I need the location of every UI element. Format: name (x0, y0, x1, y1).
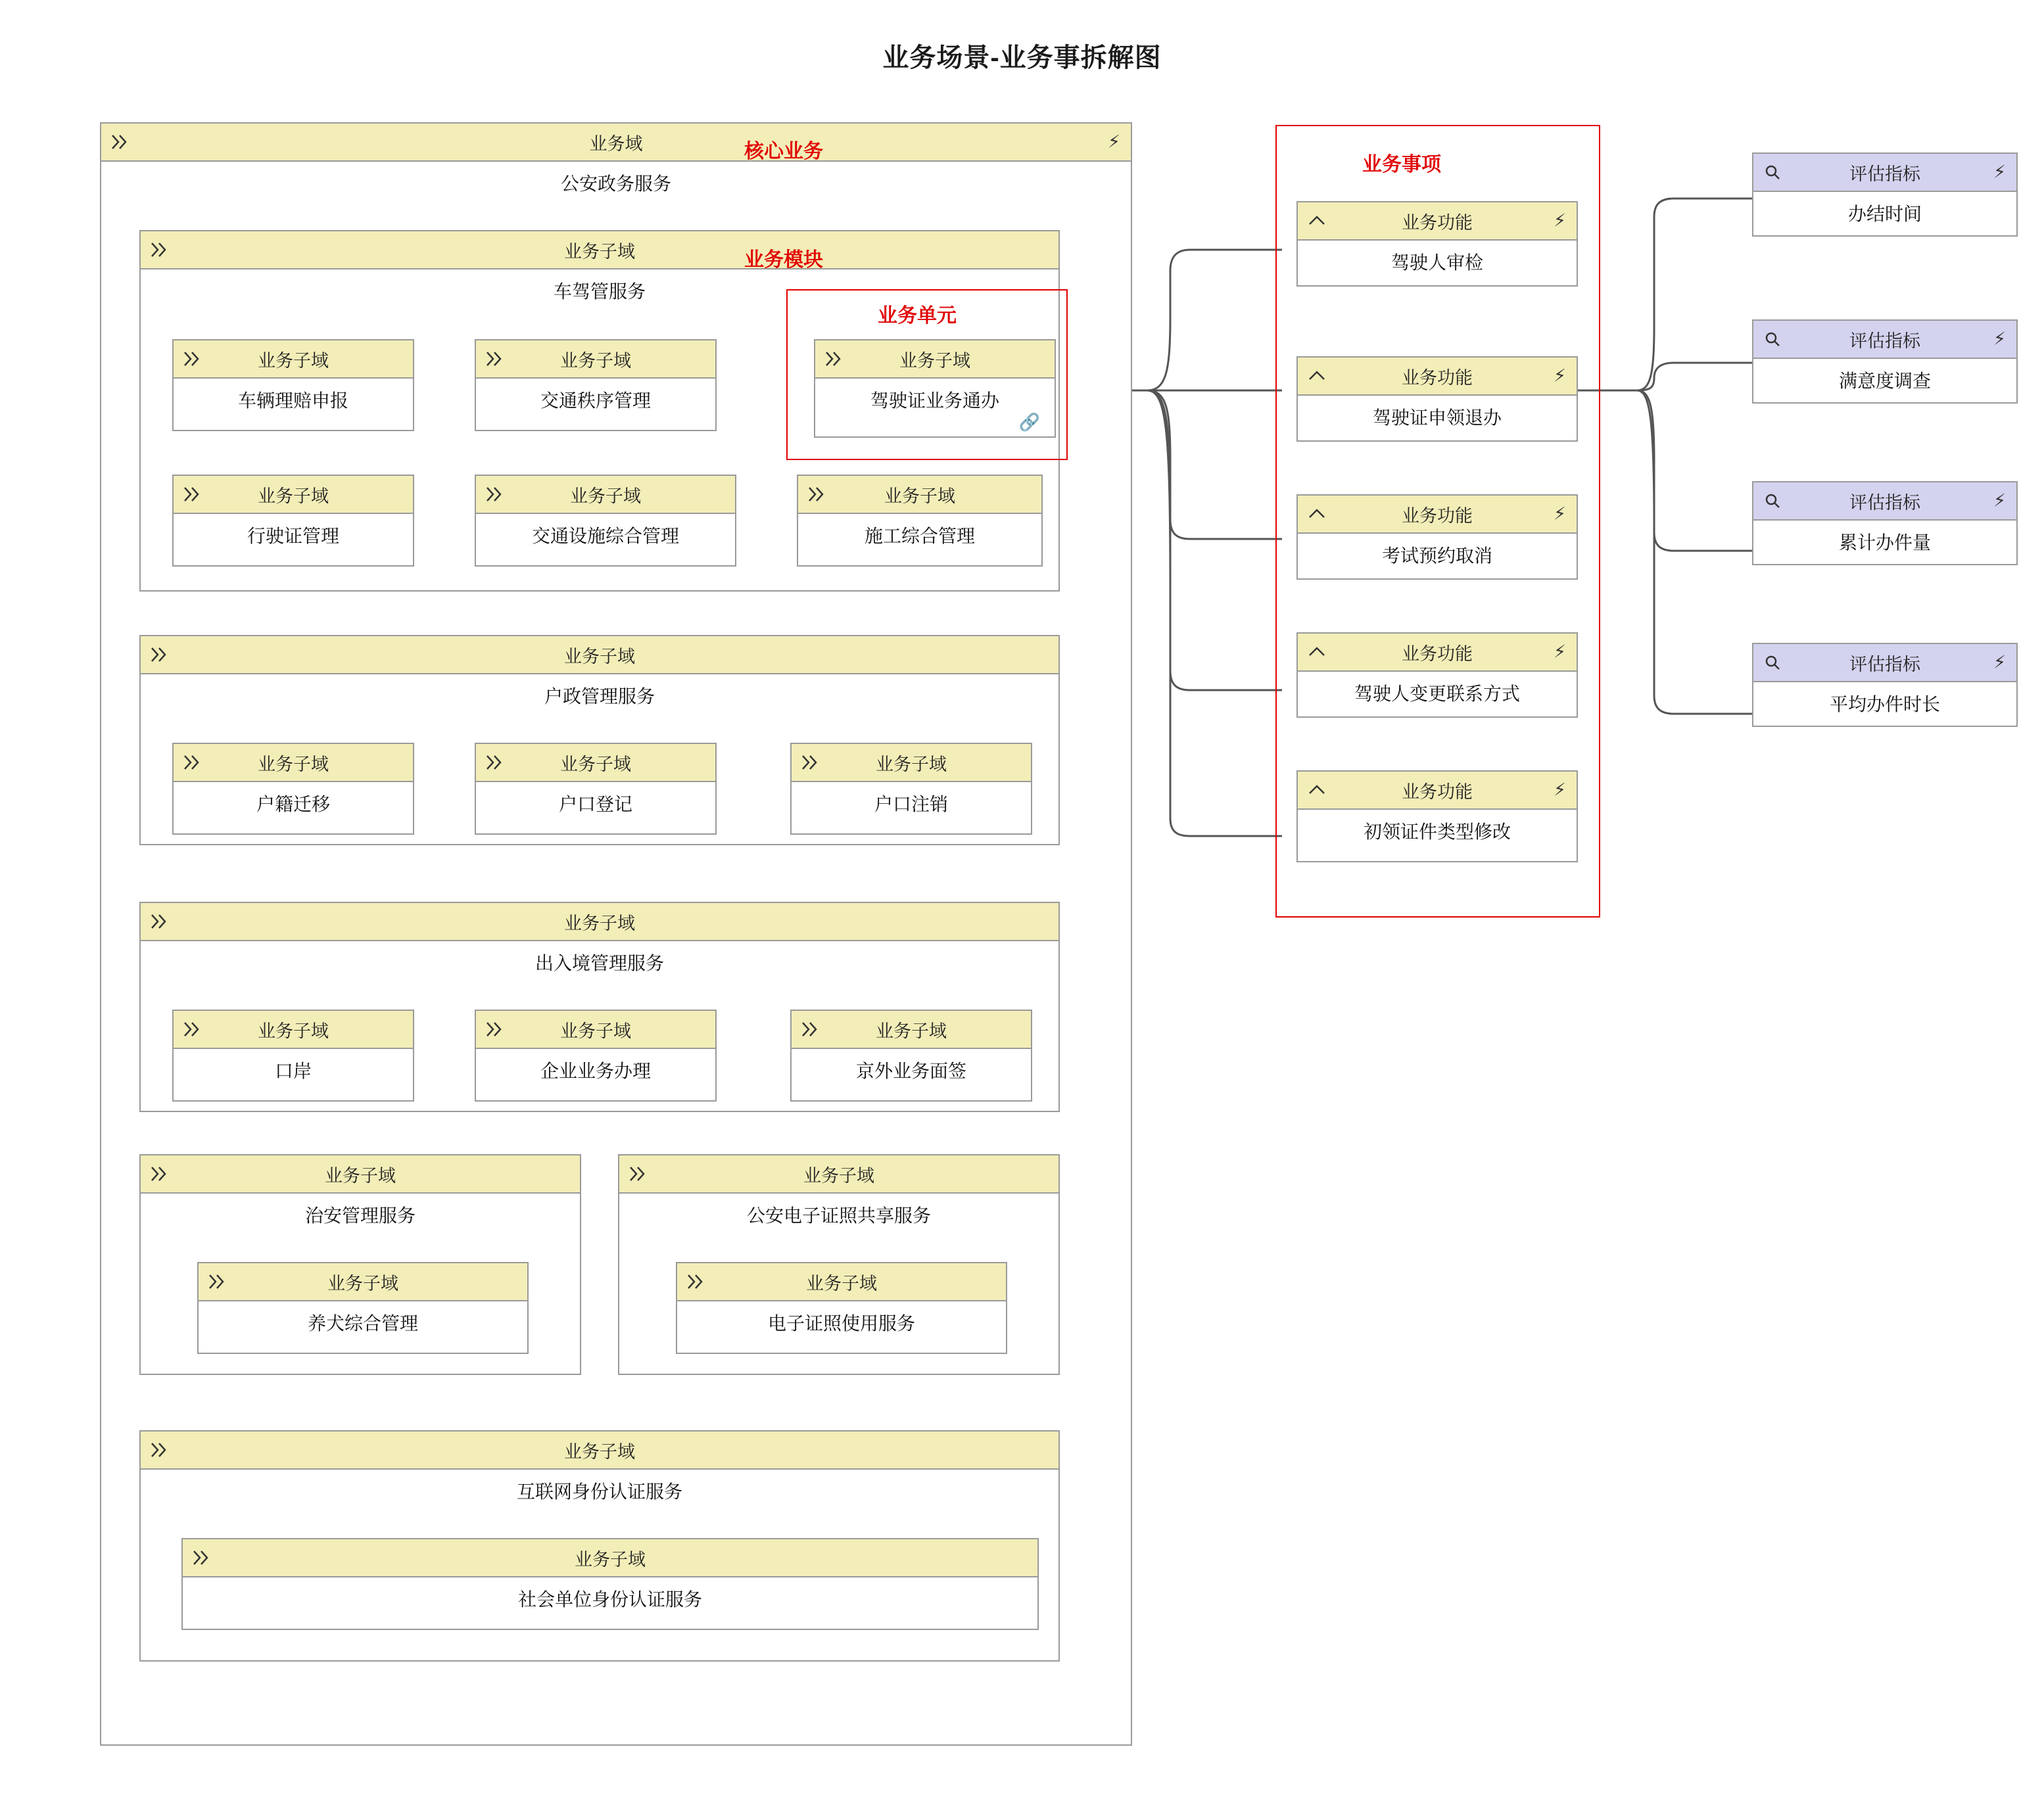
subdomain-card-5-0[interactable] (181, 1538, 1039, 1630)
function-type-0: 业务功能 (1402, 212, 1473, 233)
subdomain-name-0-5: 施工综合管理 (864, 526, 975, 546)
module-header-1 (141, 636, 1058, 674)
function-type-4: 业务功能 (1402, 781, 1473, 802)
bolt-icon: ⚡ (1993, 329, 2006, 349)
module-name-3: 治安管理服务 (304, 1205, 416, 1226)
subdomain-card-1-0[interactable] (172, 743, 414, 835)
chevron-icon (192, 1549, 212, 1566)
chevron-icon (150, 646, 170, 663)
chevron-icon (801, 1021, 820, 1038)
chevron-up-icon (1307, 367, 1327, 385)
search-icon (1763, 654, 1782, 671)
indicator-card-1[interactable] (1752, 319, 2018, 404)
function-name-3: 驾驶人变更联系方式 (1354, 684, 1520, 704)
module-type-1: 业务子域 (564, 646, 635, 666)
function-card-1[interactable] (1296, 356, 1578, 442)
chevron-icon (110, 133, 130, 151)
chevron-icon (485, 350, 505, 367)
chevron-up-icon (1307, 505, 1327, 523)
subdomain-type-4-0: 业务子域 (806, 1273, 877, 1294)
indicator-name-2: 累计办件量 (1838, 532, 1931, 553)
chevron-icon (629, 1165, 648, 1182)
function-name-0: 驾驶人审检 (1390, 252, 1483, 273)
chevron-icon (208, 1273, 227, 1290)
indicator-type-1: 评估指标 (1849, 331, 1920, 351)
subdomain-type-0-0: 业务子域 (258, 350, 329, 371)
search-icon (1763, 492, 1782, 509)
tag-business-unit: 业务单元 (878, 305, 957, 327)
subdomain-name-0-0: 车辆理赔申报 (237, 390, 348, 411)
subdomain-type-2-0: 业务子域 (258, 1021, 329, 1041)
bolt-icon: ⚡ (1993, 652, 2006, 672)
indicator-type-2: 评估指标 (1849, 492, 1920, 513)
module-type-4: 业务子域 (803, 1165, 874, 1186)
subdomain-card-0-2[interactable] (814, 339, 1056, 438)
subdomain-type-0-3: 业务子域 (258, 486, 329, 506)
chevron-icon (485, 1021, 505, 1038)
subdomain-card-0-4[interactable] (475, 475, 736, 567)
indicator-card-2[interactable] (1752, 481, 2018, 565)
bolt-icon: ⚡ (1554, 210, 1566, 231)
chevron-icon (150, 241, 170, 258)
function-header-0 (1298, 202, 1577, 241)
chevron-icon (807, 486, 827, 503)
subdomain-card-2-0[interactable] (172, 1010, 414, 1102)
subdomain-header-0-3 (174, 476, 413, 514)
chevron-icon (824, 350, 844, 367)
search-icon (1763, 164, 1782, 181)
chevron-up-icon (1307, 643, 1327, 661)
module-header-2 (141, 903, 1058, 941)
chevron-icon (150, 1165, 170, 1182)
subdomain-header-3-0 (199, 1263, 527, 1301)
chevron-icon (485, 486, 505, 503)
subdomain-card-2-1[interactable] (475, 1010, 717, 1102)
function-name-2: 考试预约取消 (1381, 546, 1492, 566)
indicator-type-0: 评估指标 (1849, 164, 1920, 184)
indicator-card-3[interactable] (1752, 643, 2018, 727)
indicator-name-0: 办结时间 (1847, 204, 1922, 224)
subdomain-name-4-0: 电子证照使用服务 (767, 1313, 915, 1334)
subdomain-name-2-1: 企业业务办理 (540, 1061, 651, 1081)
subdomain-header-1-0 (174, 744, 413, 782)
subdomain-type-5-0: 业务子域 (575, 1549, 646, 1570)
chevron-up-icon (1307, 212, 1327, 229)
search-icon (1763, 331, 1782, 348)
subdomain-type-1-1: 业务子域 (560, 754, 631, 774)
chevron-icon (150, 913, 170, 930)
indicator-header-3 (1753, 644, 2016, 682)
indicator-header-0 (1753, 154, 2016, 192)
bolt-icon: ⚡ (1554, 365, 1566, 386)
subdomain-card-1-1[interactable] (475, 743, 717, 835)
bolt-icon: ⚡ (1554, 503, 1566, 524)
module-header-5 (141, 1432, 1058, 1470)
bolt-icon: ⚡ (1108, 131, 1120, 152)
subdomain-type-2-1: 业务子域 (560, 1021, 631, 1041)
chevron-icon (183, 754, 202, 771)
function-name-4: 初领证件类型修改 (1363, 822, 1511, 842)
indicator-name-1: 满意度调查 (1838, 371, 1931, 391)
function-type-1: 业务功能 (1402, 367, 1473, 388)
subdomain-type-0-5: 业务子域 (884, 486, 955, 506)
chevron-icon (183, 350, 202, 367)
subdomain-header-0-1 (476, 340, 715, 379)
module-header-0 (141, 231, 1058, 269)
subdomain-card-0-0[interactable] (172, 339, 414, 431)
subdomain-name-0-4: 交通设施综合管理 (531, 526, 679, 546)
subdomain-type-0-4: 业务子域 (570, 486, 641, 506)
module-header-4 (619, 1155, 1058, 1194)
subdomain-name-1-2: 户口注销 (874, 794, 948, 814)
subdomain-header-1-1 (476, 744, 715, 782)
function-card-0[interactable] (1296, 201, 1578, 287)
subdomain-type-2-2: 业务子域 (876, 1021, 947, 1041)
subdomain-type-1-0: 业务子域 (258, 754, 329, 774)
subdomain-header-2-1 (476, 1011, 715, 1049)
function-card-4[interactable] (1296, 770, 1578, 862)
function-header-1 (1298, 358, 1577, 396)
function-name-1: 驾驶证申领退办 (1372, 408, 1502, 428)
subdomain-card-0-1[interactable] (475, 339, 717, 431)
bolt-icon: ⚡ (1554, 641, 1566, 662)
function-header-4 (1298, 772, 1577, 810)
subdomain-type-0-2: 业务子域 (899, 350, 970, 371)
module-name-1: 户政管理服务 (544, 686, 655, 707)
link-icon: 🔗 (1018, 412, 1040, 432)
subdomain-name-0-1: 交通秩序管理 (540, 390, 651, 411)
subdomain-card-0-5[interactable] (797, 475, 1043, 567)
subdomain-header-0-4 (476, 476, 735, 514)
subdomain-card-3-0[interactable] (197, 1262, 529, 1354)
subdomain-header-0-0 (174, 340, 413, 379)
module-name-0: 车驾管服务 (553, 281, 646, 302)
module-name-4: 公安电子证照共享服务 (746, 1205, 931, 1226)
subdomain-type-1-2: 业务子域 (876, 754, 947, 774)
subdomain-name-5-0: 社会单位身份认证服务 (517, 1589, 702, 1610)
subdomain-card-1-2[interactable] (790, 743, 1032, 835)
subdomain-name-1-1: 户口登记 (558, 794, 632, 814)
indicator-header-1 (1753, 321, 2016, 359)
chevron-up-icon (1307, 781, 1327, 799)
bolt-icon: ⚡ (1554, 780, 1566, 800)
bolt-icon: ⚡ (1993, 162, 2006, 182)
tag-core-business: 核心业务 (744, 141, 823, 162)
subdomain-type-0-1: 业务子域 (560, 350, 631, 371)
function-header-2 (1298, 496, 1577, 534)
module-name-2: 出入境管理服务 (535, 953, 664, 973)
subdomain-header-0-5 (798, 476, 1041, 514)
subdomain-header-5-0 (183, 1539, 1037, 1577)
chevron-icon (485, 754, 505, 771)
tag-business-module: 业务模块 (744, 249, 823, 271)
module-header-3 (141, 1155, 580, 1194)
function-card-2[interactable] (1296, 494, 1578, 580)
chevron-icon (183, 486, 202, 503)
subdomain-header-0-2 (815, 340, 1055, 379)
subdomain-name-2-0: 口岸 (274, 1061, 312, 1081)
subdomain-name-2-2: 京外业务面签 (855, 1061, 966, 1081)
subdomain-header-2-0 (174, 1011, 413, 1049)
indicator-header-2 (1753, 482, 2016, 521)
module-type-5: 业务子域 (564, 1441, 635, 1462)
module-type-0: 业务子域 (564, 241, 635, 262)
chevron-icon (801, 754, 820, 771)
function-type-3: 业务功能 (1402, 643, 1473, 664)
chevron-icon (150, 1441, 170, 1458)
indicator-type-3: 评估指标 (1849, 654, 1920, 674)
subdomain-header-1-2 (792, 744, 1031, 782)
indicator-card-0[interactable] (1752, 152, 2018, 237)
tag-business-item: 业务事项 (1362, 154, 1441, 175)
subdomain-name-1-0: 户籍迁移 (256, 794, 330, 814)
chevron-icon (686, 1273, 706, 1290)
page-title: 业务场景-业务事拆解图 (882, 43, 1162, 72)
chevron-icon (183, 1021, 202, 1038)
core-business-type: 业务域 (589, 133, 643, 154)
subdomain-name-3-0: 养犬综合管理 (307, 1313, 418, 1334)
core-business-header (101, 124, 1131, 162)
subdomain-card-4-0[interactable] (676, 1262, 1007, 1354)
subdomain-name-0-3: 行驶证管理 (247, 526, 339, 546)
subdomain-type-3-0: 业务子域 (327, 1273, 398, 1294)
indicator-name-3: 平均办件时长 (1829, 694, 1940, 714)
subdomain-name-0-2: 驾驶证业务通办 (870, 390, 999, 411)
function-header-3 (1298, 634, 1577, 672)
subdomain-header-4-0 (677, 1263, 1006, 1301)
subdomain-header-2-2 (792, 1011, 1031, 1049)
module-type-2: 业务子域 (564, 913, 635, 933)
function-card-3[interactable] (1296, 632, 1578, 718)
module-type-3: 业务子域 (325, 1165, 396, 1186)
subdomain-card-2-2[interactable] (790, 1010, 1032, 1102)
subdomain-card-0-3[interactable] (172, 475, 414, 567)
module-name-5: 互联网身份认证服务 (516, 1481, 682, 1502)
core-business-name: 公安政务服务 (560, 174, 671, 194)
bolt-icon: ⚡ (1993, 490, 2006, 511)
function-type-2: 业务功能 (1402, 505, 1473, 526)
